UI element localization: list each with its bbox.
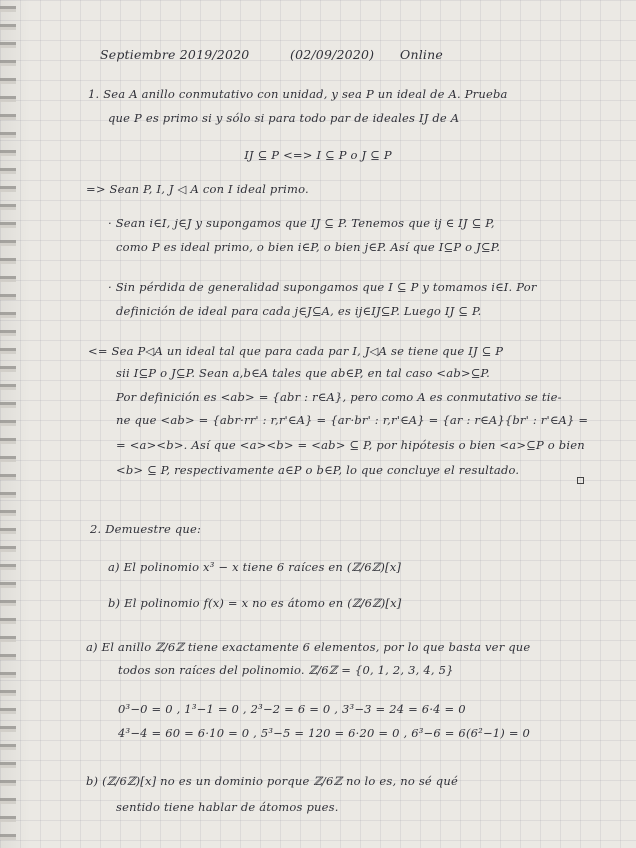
qed-square-icon (577, 477, 584, 484)
ex2-part-a-line: todos son raíces del polinomio. ℤ/6ℤ = {0, 1, 2, 3, 4, 5} (118, 663, 454, 677)
ex1-forward-line: como P es ideal primo, o bien i∈P, o bien j∈P. Así que I⊆P o J⊆P. (116, 240, 501, 254)
header-date-exact: (02/09/2020) (290, 47, 375, 62)
ex1-backward-line: <= Sea P◁A un ideal tal que para cada par I, J◁A se tiene que IJ ⊆ P (88, 344, 504, 358)
header-mode: Online (400, 47, 443, 62)
ex2-statement-line: b) El polinomio f(x) = x no es átomo en (ℤ/6ℤ)[x] (108, 596, 402, 610)
ex2-part-b-line: b) (ℤ/6ℤ)[x] no es un dominio porque ℤ/6ℤ no lo es, no sé qué (86, 774, 458, 788)
ex2-statement-line: 2. Demuestre que: (90, 522, 202, 536)
ex1-backward-line: <b> ⊆ P, respectivamente a∈P o b∈P, lo que concluye el resultado. (116, 463, 520, 477)
ex2-statement-line: a) El polinomio x³ − x tiene 6 raíces en (ℤ/6ℤ)[x] (108, 560, 402, 574)
ex1-equivalence: IJ ⊆ P <=> I ⊆ P o J ⊆ P (244, 148, 392, 162)
ex1-backward-line: ne que <ab> = {abr·rr' : r,r'∈A} = {ar·br' : r,r'∈A} = {ar : r∈A}{br' : r'∈A} = (116, 413, 589, 427)
ex1-statement-line: que P es primo si y sólo si para todo par de ideales IJ de A (108, 111, 460, 125)
header-date: Septiembre 2019/2020 (100, 47, 250, 62)
ex1-forward-line: · Sean i∈I, j∈J y supongamos que IJ ⊆ P. Tenemos que ij ∈ IJ ⊆ P, (108, 216, 495, 230)
ex1-forward-line: => Sean P, I, J ◁ A con I ideal primo. (86, 182, 309, 196)
ex1-forward-line: definición de ideal para cada j∈J⊆A, es ij∈IJ⊆P. Luego IJ ⊆ P. (116, 304, 482, 318)
ex2-part-a-line: 0³−0 = 0 , 1³−1 = 0 , 2³−2 = 6 = 0 , 3³−3 = 24 = 6·4 = 0 (118, 702, 466, 716)
ex1-backward-line: Por definición es <ab> = {abr : r∈A}, pero como A es conmutativo se tie- (116, 390, 562, 404)
ex1-backward-line: sii I⊆P o J⊆P. Sean a,b∈A tales que ab∈P, en tal caso <ab>⊆P. (116, 366, 491, 380)
ex1-forward-line: · Sin pérdida de generalidad supongamos que I ⊆ P y tomamos i∈I. Por (108, 280, 537, 294)
ex2-part-a-line: a) El anillo ℤ/6ℤ tiene exactamente 6 elementos, por lo que basta ver que (86, 640, 531, 654)
ex1-statement-line: 1. Sea A anillo conmutativo con unidad, y sea P un ideal de A. Prueba (88, 87, 508, 101)
ex2-part-b-line: sentido tiene hablar de átomos pues. (116, 800, 339, 814)
ex2-part-a-line: 4³−4 = 60 = 6·10 = 0 , 5³−5 = 120 = 6·20 = 0 , 6³−6 = 6(6²−1) = 0 (118, 726, 531, 740)
ex1-backward-line: = <a><b>. Así que <a><b> = <ab> ⊆ P, por hipótesis o bien <a>⊆P o bien (116, 438, 585, 452)
spiral-binding (0, 0, 16, 848)
